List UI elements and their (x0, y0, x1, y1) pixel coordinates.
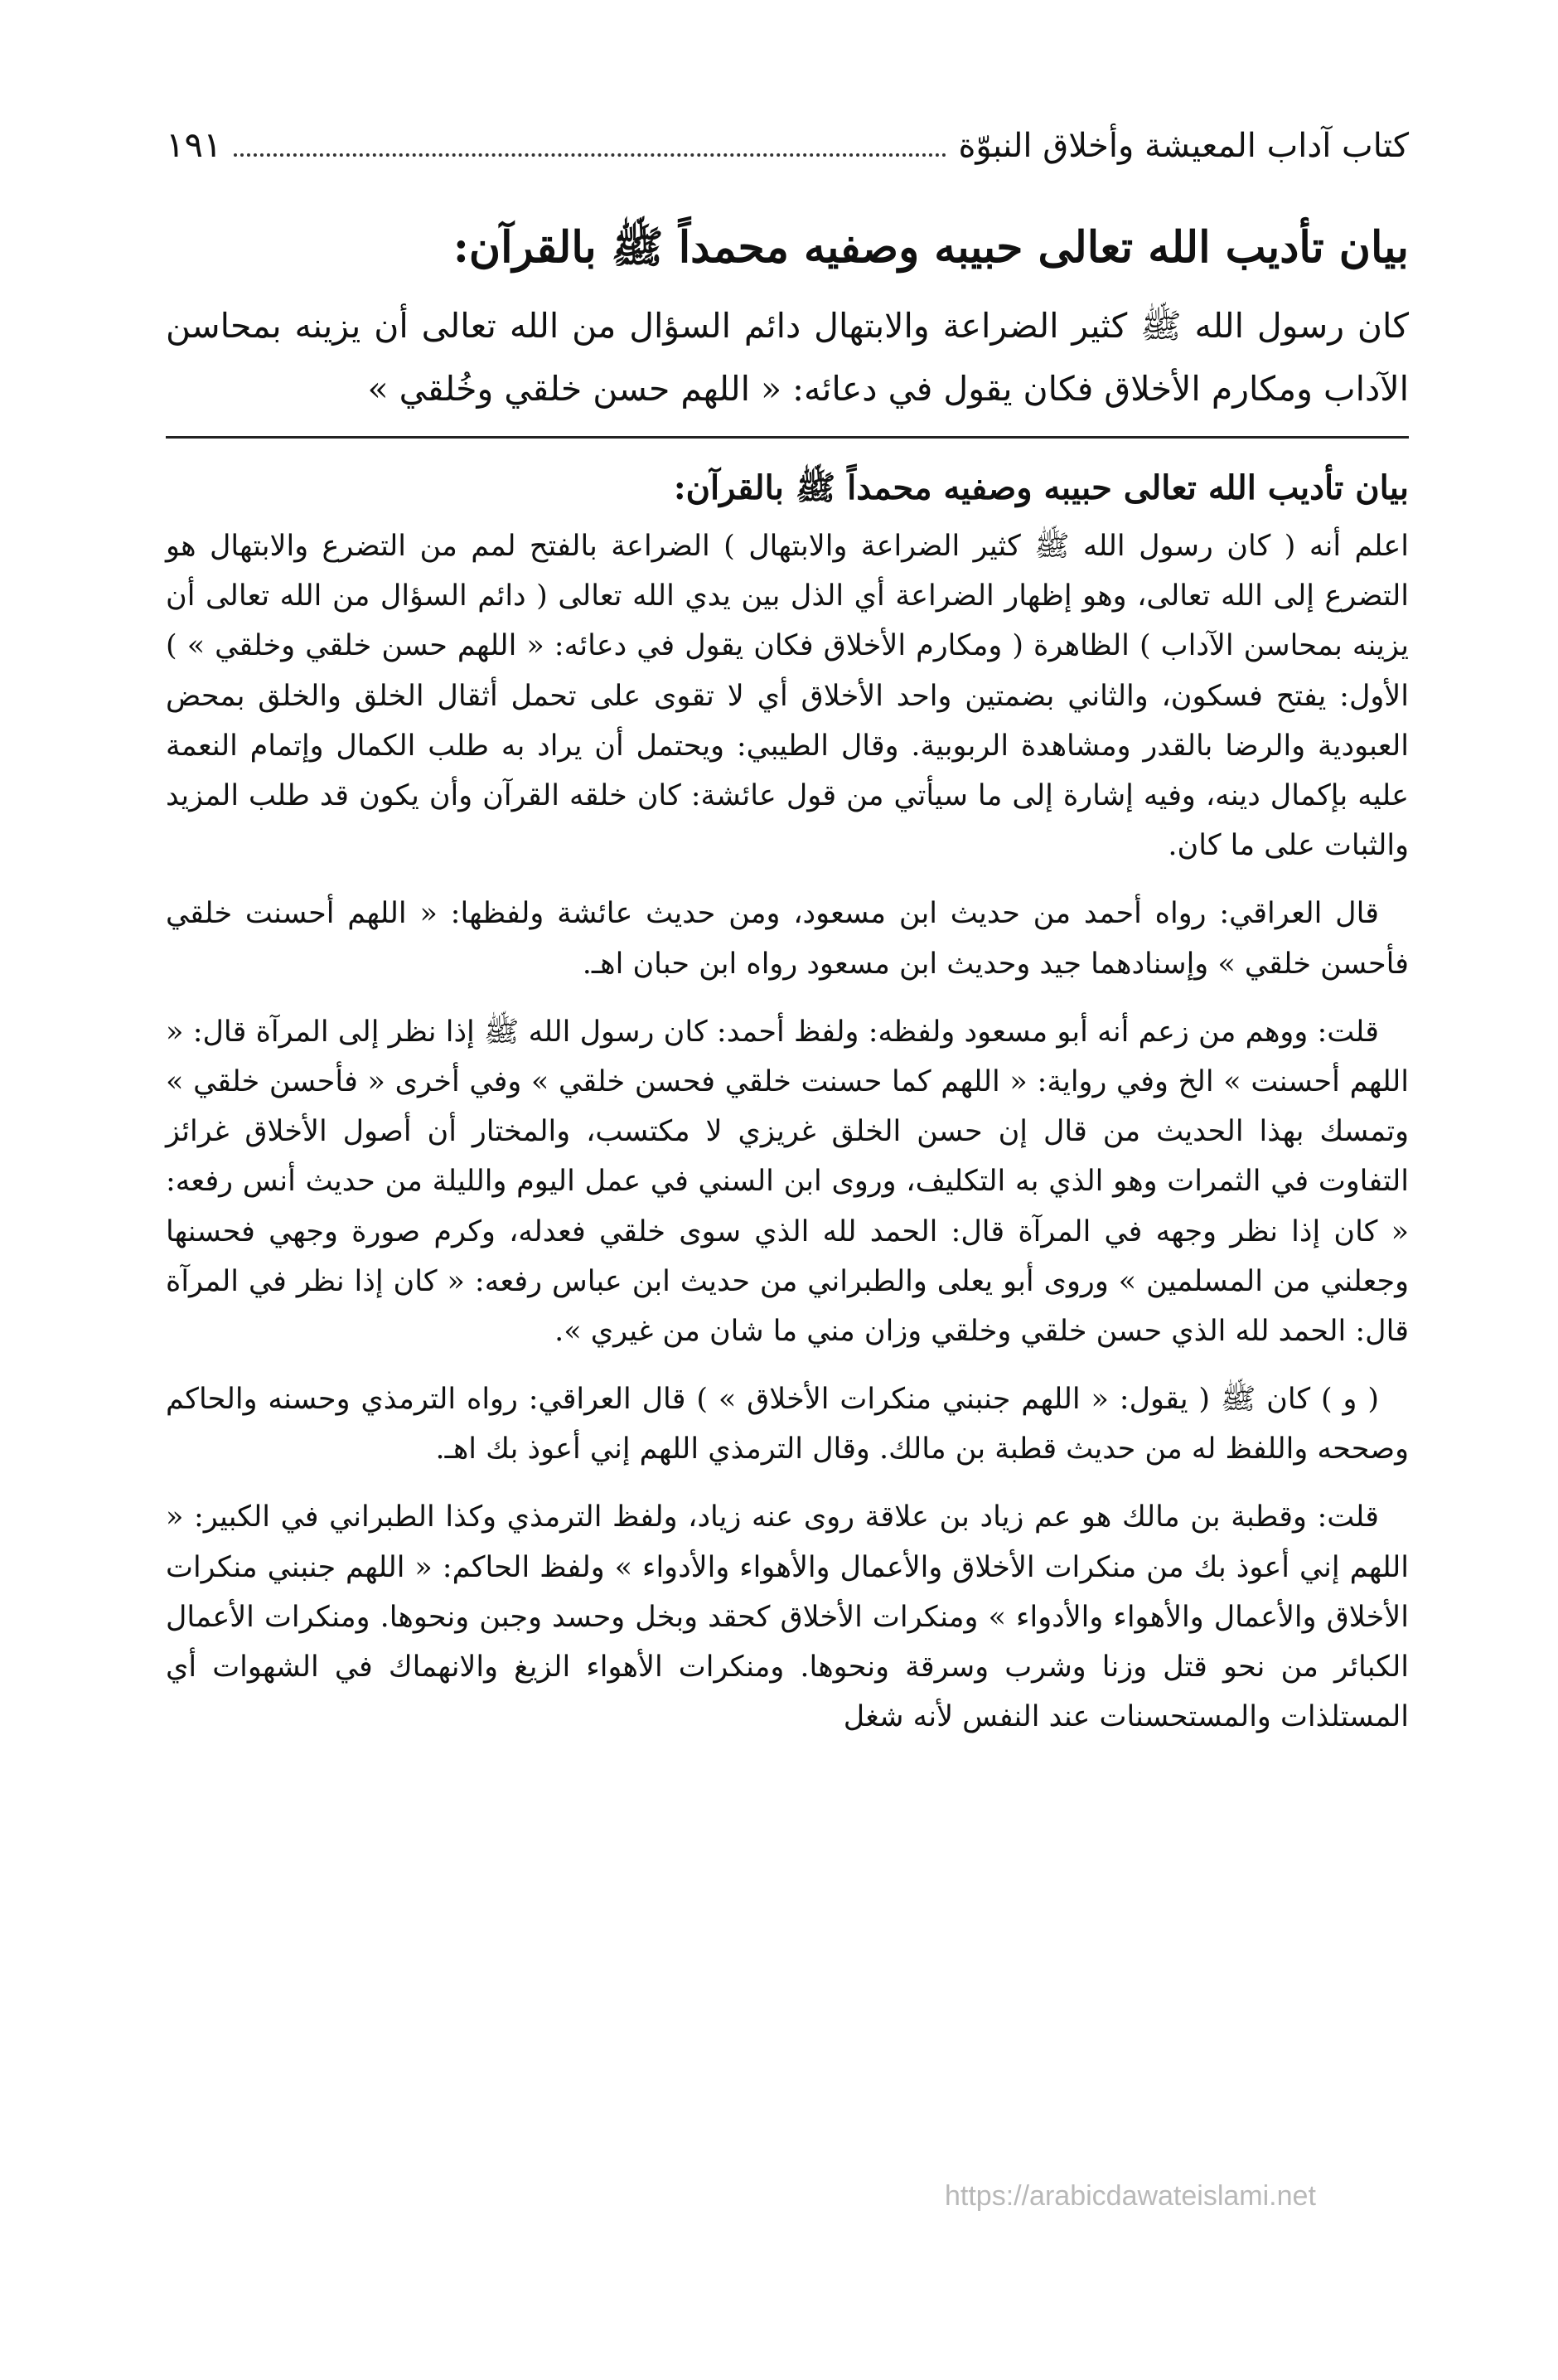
section-divider (166, 436, 1409, 439)
commentary-title: بيان تأديب الله تعالى حبيبه وصفيه محمداً ﷺ بالقرآن: (673, 468, 1409, 508)
commentary-paragraph: ( و ) كان ﷺ ( يقول: « اللهم جنبني منكرات الأخلاق » ) قال العراقي: رواه الترمذي وحسنه والحاكم وصححه واللفظ له من حديث قطبة بن مالك. وقال الترمذي اللهم إني أعوذ بك اهـ. (166, 1383, 1409, 1466)
watermark-url: https://arabicdawateislami.net (945, 2180, 1316, 2212)
commentary-paragraph: قلت: وقطبة بن مالك هو عم زياد بن علاقة روى عنه زياد، ولفظ الترمذي وكذا الطبراني في الكبير: « اللهم إني أعوذ بك من منكرات الأخلاق والأعمال والأهواء والأدواء » ولفظ الحاكم: « اللهم جنبني منكرات الأخلاق والأعمال والأهواء والأدواء » ومنكرات الأخلاق كحقد وبخل وحسد وجبن ونحوها. ومنكرات الأعمال الكبائر من نحو قتل وزنا وشرب وسرقة ونحوها. ومنكرات الأهواء الزيغ والانهماك في الشهوات أي المستلذات والمستحسنات عند النفس لأنه شغل (166, 1500, 1409, 1734)
book-page (166, 124, 1409, 2296)
main-section-title: بيان تأديب الله تعالى حبيبه وصفيه محمداً ﷺ بالقرآن: (452, 222, 1409, 274)
commentary-paragraph: قلت: ووهم من زعم أنه أبو مسعود ولفظه: ولفظ أحمد: كان رسول الله ﷺ إذا نظر إلى المرآة قال: « اللهم أحسنت » الخ وفي رواية: « اللهم كما حسنت خلقي فحسن خلقي » وفي أخرى « فأحسن خلقي » وتمسك بهذا الحديث من قال إن حسن الخلق غريزي لا مكتسب، والمختار أن أصول الأخلاق غرائز التفاوت في الثمرات وهو الذي به التكليف، وروى ابن السني في عمل اليوم والليلة من حديث أنس رفعه: « كان إذا نظر وجهه في المرآة قال: الحمد لله الذي سوى خلقي فعدله، وكرم صورة وجهي فحسنها وجعلني من المسلمين » وروى أبو يعلى والطبراني من حديث ابن عباس رفعه: « كان إذا نظر في المرآة قال: الحمد لله الذي حسن خلقي وخلقي وزان مني ما شان من غيري ». (166, 1015, 1409, 1348)
main-text: كان رسول الله ﷺ كثير الضراعة والابتهال دائم السؤال من الله تعالى أن يزينه بمحاسن الآداب ومكارم الأخلاق فكان يقول في دعائه: « اللهم حسن خلقي وخُلقي » (166, 306, 1409, 410)
header-dot-leader (234, 153, 947, 157)
book-title: كتاب آداب المعيشة وأخلاق النبوّة (958, 127, 1409, 165)
commentary-paragraph: قال العراقي: رواه أحمد من حديث ابن مسعود، ومن حديث عائشة ولفظها: « اللهم أحسنت خلقي فأحسن خلقي » وإسنادهما جيد وحديث ابن مسعود رواه ابن حبان اهـ. (166, 897, 1409, 981)
page-number: ١٩١ (166, 124, 222, 165)
commentary-paragraph: اعلم أنه ( كان رسول الله ﷺ كثير الضراعة والابتهال ) الضراعة بالفتح لمم من التضرع والابتهال هو التضرع إلى الله تعالى، وهو إظهار الضراعة أي الذل بين يدي الله تعالى ( دائم السؤال من الله تعالى أن يزينه بمحاسن الآداب ) الظاهرة ( ومكارم الأخلاق فكان يقول في دعائه: « اللهم حسن خلقي وخلقي » ) الأول: يفتح فسكون، والثاني بضمتين واحد الأخلاق أي لا تقوى على تحمل أثقال الخلق والخلق بمحض العبودية والرضا بالقدر ومشاهدة الربوبية. وقال الطيبي: ويحتمل أن يراد به طلب الكمال وإتمام النعمة عليه بإكمال دينه، وفيه إشارة إلى ما سيأتي من قول عائشة: كان خلقه القرآن وأن يكون قد طلب المزيد والثبات على ما كان. (166, 530, 1409, 863)
running-header (166, 124, 1409, 166)
